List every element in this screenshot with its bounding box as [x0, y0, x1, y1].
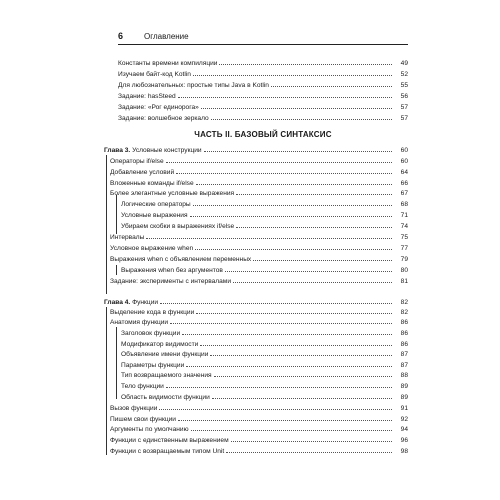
- dot-leader: [271, 80, 392, 87]
- dot-leader: [166, 381, 392, 388]
- dot-leader: [236, 188, 392, 195]
- dot-leader: [166, 156, 392, 163]
- toc-entry-page: 89: [400, 383, 408, 390]
- dot-leader: [219, 58, 392, 65]
- page-number: 6: [118, 31, 124, 41]
- toc-entry-label: Аргументы по умолчанию: [110, 426, 189, 433]
- toc-entry[interactable]: [110, 232, 408, 242]
- toc-entry[interactable]: [121, 360, 408, 370]
- toc-entry-label: Операторы if/else: [110, 158, 164, 165]
- toc-entry-page: 86: [400, 341, 408, 348]
- toc-entry-label: Пишем свои функции: [110, 416, 176, 423]
- toc-entry[interactable]: [121, 381, 408, 391]
- toc-entry[interactable]: [118, 102, 408, 112]
- toc-entry[interactable]: [118, 91, 408, 101]
- toc-entry-page: 87: [400, 362, 408, 369]
- toc-entry-label: Для любознательных: простые типы Java в Kotlin: [118, 82, 269, 89]
- dot-leader: [195, 243, 392, 250]
- dot-leader: [193, 199, 392, 206]
- toc-entry-page: 91: [400, 405, 408, 412]
- toc-entry[interactable]: [110, 424, 408, 434]
- dot-leader: [196, 307, 392, 314]
- toc-entry[interactable]: [110, 446, 408, 456]
- toc-entry-page: 56: [400, 93, 408, 100]
- toc-entry[interactable]: [121, 392, 408, 402]
- toc-entry[interactable]: [110, 254, 408, 264]
- toc-entry-page: 71: [400, 212, 408, 219]
- toc-entry[interactable]: [110, 317, 408, 327]
- toc-entry-label: Тело функции: [121, 383, 164, 390]
- toc-entry-page: 82: [400, 309, 408, 316]
- dot-leader: [170, 317, 392, 324]
- toc-entry[interactable]: [110, 156, 408, 166]
- toc-entry-page: 57: [400, 104, 408, 111]
- toc-entry[interactable]: [121, 328, 408, 338]
- dot-leader: [186, 360, 392, 367]
- toc-entry[interactable]: [121, 199, 408, 209]
- toc-entry-page: 55: [400, 82, 408, 89]
- chapter-title: Функции: [132, 299, 159, 306]
- toc-entry-label: Анатомия функции: [110, 319, 169, 326]
- toc-entry-page: 75: [400, 234, 408, 241]
- dot-leader: [226, 446, 392, 453]
- chapter-prefix: Глава 4.: [104, 299, 131, 306]
- toc-entry-page: 52: [400, 71, 408, 78]
- toc-entry-page: 88: [400, 372, 408, 379]
- dot-leader: [159, 403, 392, 410]
- toc-entry[interactable]: [110, 403, 408, 413]
- toc-entry[interactable]: [121, 265, 408, 275]
- toc-entry-label: Задание: волшебное зеркало: [118, 115, 209, 122]
- toc-entry-page: 67: [400, 190, 408, 197]
- toc-entry[interactable]: [110, 167, 408, 177]
- toc-entry-page: 66: [400, 180, 408, 187]
- toc-entry-label: Заголовок функции: [121, 330, 181, 337]
- toc-entry[interactable]: [121, 370, 408, 380]
- dot-leader: [253, 254, 392, 261]
- toc-entry-label: Выделение кода в функции: [110, 309, 195, 316]
- toc-entry-label: Выражения when с объявлением переменных: [110, 256, 252, 263]
- toc-entry[interactable]: [121, 349, 408, 359]
- toc-entry-page: 81: [400, 278, 408, 285]
- toc-entry-label: Модификатор видимости: [121, 341, 199, 348]
- toc-entry-page: 94: [400, 426, 408, 433]
- toc-entry-label: Вызов функции: [110, 405, 158, 412]
- chapter-heading[interactable]: [104, 145, 408, 155]
- dot-leader: [196, 178, 392, 185]
- section-bracket: [106, 307, 107, 455]
- toc-entry[interactable]: [118, 58, 408, 68]
- toc-entry-label: Задание: hasSteed: [118, 93, 176, 100]
- toc-entry-label: Объявление имени функции: [121, 351, 209, 358]
- toc-entry-page: 82: [400, 299, 408, 306]
- dot-leader: [146, 232, 392, 239]
- toc-entry[interactable]: [121, 210, 408, 220]
- toc-entry-page: 57: [400, 115, 408, 122]
- toc-entry-label: Более элегантные условные выражения: [110, 190, 235, 197]
- toc-entry-label: Задание: эксперименты с интервалами: [110, 278, 232, 285]
- toc-entry-page: 86: [400, 330, 408, 337]
- toc-entry-label: Тип возвращаемого значения: [121, 372, 212, 379]
- toc-entry[interactable]: [110, 276, 408, 286]
- subsection-bracket: [116, 195, 117, 234]
- dot-leader: [214, 370, 392, 377]
- dot-leader: [211, 113, 392, 120]
- chapter-title: Условные конструкции: [132, 147, 202, 154]
- toc-entry[interactable]: [121, 221, 408, 231]
- dot-leader: [182, 328, 392, 335]
- subsection-bracket: [116, 327, 117, 399]
- toc-entry[interactable]: [110, 243, 408, 253]
- dot-leader: [193, 69, 392, 76]
- dot-leader: [176, 167, 392, 174]
- toc-entry-page: 98: [400, 448, 408, 455]
- toc-entry[interactable]: [110, 188, 408, 198]
- toc-entry-label: Функции с возвращаемым типом Unit: [110, 448, 225, 455]
- dot-leader: [212, 392, 392, 399]
- toc-entry-page: 74: [400, 223, 408, 230]
- dot-leader: [236, 221, 392, 228]
- toc-entry-label: Задание: «Рог единорога»: [118, 104, 199, 111]
- toc-entry-page: 80: [400, 267, 408, 274]
- dot-leader: [178, 91, 392, 98]
- toc-entry-label: Интервалы: [110, 234, 145, 241]
- dot-leader: [225, 265, 392, 272]
- toc-entry-label: Константы времени компиляции: [118, 60, 218, 67]
- toc-entry-page: 79: [400, 256, 408, 263]
- toc-entry-page: 96: [400, 437, 408, 444]
- toc-entry-page: 77: [400, 245, 408, 252]
- subsection-bracket: [116, 265, 117, 275]
- dot-leader: [160, 297, 392, 304]
- chapter-heading[interactable]: [104, 297, 408, 307]
- toc-entry[interactable]: [110, 178, 408, 188]
- toc-entry-page: 87: [400, 351, 408, 358]
- toc-entry-label: Убираем скобки в выражениях if/else: [121, 223, 235, 230]
- toc-entry-label: Изучаем байт-код Kotlin: [118, 71, 191, 78]
- toc-entry-page: 86: [400, 319, 408, 326]
- toc-entry-page: 89: [400, 394, 408, 401]
- toc-entry-label: Добавление условий: [110, 169, 175, 176]
- toc-entry-label: Условные выражения: [121, 212, 188, 219]
- toc-entry-page: 60: [400, 158, 408, 165]
- toc-entry-page: 68: [400, 201, 408, 208]
- dot-leader: [178, 414, 392, 421]
- chapter-prefix: Глава 3.: [104, 147, 131, 154]
- toc-entry[interactable]: [110, 414, 408, 424]
- toc-entry[interactable]: [118, 80, 408, 90]
- page-header: [118, 30, 408, 45]
- toc-entry-page: 60: [400, 147, 408, 154]
- section-bracket: [106, 155, 107, 294]
- dot-leader: [231, 435, 392, 442]
- dot-leader: [210, 349, 392, 356]
- dot-leader: [191, 424, 392, 431]
- toc-entry[interactable]: [121, 339, 408, 349]
- toc-entry-label: Логические операторы: [121, 201, 191, 208]
- dot-leader: [200, 339, 392, 346]
- part-title: ЧАСТЬ II. БАЗОВЫЙ СИНТАКСИС: [194, 130, 332, 139]
- toc-entry-label: Область видимости функции: [121, 394, 210, 401]
- running-title: Оглавление: [144, 32, 189, 41]
- dot-leader: [204, 145, 392, 152]
- toc-entry[interactable]: [110, 307, 408, 317]
- toc-entry-label: Функции с единственным выражением: [110, 437, 229, 444]
- toc-entry[interactable]: [110, 435, 408, 445]
- dot-leader: [233, 276, 392, 283]
- toc-entry-label: Вложенные команды if/else: [110, 180, 194, 187]
- dot-leader: [190, 210, 392, 217]
- toc-entry-label: Условное выражение when: [110, 245, 194, 252]
- toc-entry[interactable]: [118, 113, 408, 123]
- toc-entry-page: 64: [400, 169, 408, 176]
- toc-entry-label: Выражения when без аргументов: [121, 267, 223, 274]
- toc-entry[interactable]: [118, 69, 408, 79]
- toc-entry-label: Параметры функции: [121, 362, 185, 369]
- toc-entry-page: 49: [400, 60, 408, 67]
- toc-entry-page: 92: [400, 416, 408, 423]
- dot-leader: [201, 102, 392, 109]
